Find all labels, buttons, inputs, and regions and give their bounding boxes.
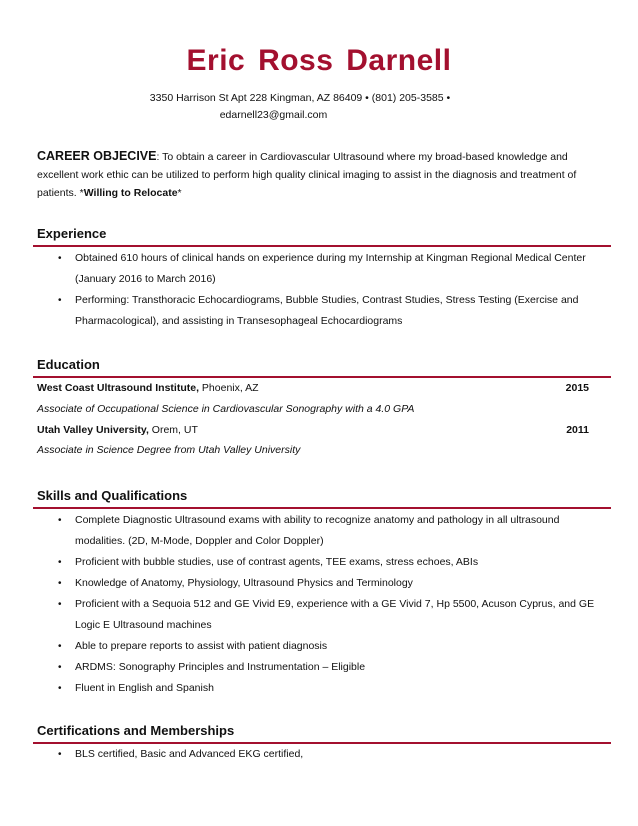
list-item-text: Knowledge of Anatomy, Physiology, Ultrasound Physics and Terminology [75,577,413,589]
list-item-text: Proficient with bubble studies, use of contrast agents, TEE exams, stress echoes, ABIs [75,556,479,568]
section-rule [33,245,611,247]
list-item-text: Performing: Transthoracic Echocardiograms, Bubble Studies, Contrast Studies, Stress Testing (Exercise and Pharmacological), and assisting in Transesophageal Echocardiograms [75,294,579,327]
bullet-icon: • [58,557,62,568]
list-item [37,290,597,332]
list-item [37,573,597,594]
section-rule [33,507,611,509]
bullet-icon: • [58,641,62,652]
skills-list [37,510,597,699]
resume-name: Eric Ross Darnell [186,44,452,77]
section-title-skills: Skills and Qualifications [37,488,188,503]
education-row [37,381,589,395]
list-item-text: Fluent in English and Spanish [75,682,214,694]
list-item-text: Obtained 610 hours of clinical hands on experience during my Internship at Kingman Regional Medical Center (January 2016 to March 2016) [75,252,586,285]
list-item [37,636,597,657]
list-item [37,744,597,765]
graduation-year: 2011 [566,424,589,436]
contact-address-phone: 3350 Harrison St Apt 228 Kingman, AZ 86409 • (801) 205-3585 • [149,92,451,104]
section-title-education: Education [37,357,100,372]
bullet-icon: • [58,515,62,526]
bullet-icon: • [58,683,62,694]
bullet-icon: • [58,295,62,306]
list-item [37,657,597,678]
school-location: Orem, UT [148,424,198,436]
section-title-experience: Experience [37,226,107,241]
list-item [37,510,597,552]
bullet-icon: • [58,662,62,673]
list-item-text: BLS certified, Basic and Advanced EKG certified, [75,748,304,760]
education-row [37,423,589,437]
section-rule [33,376,611,378]
bullet-icon: • [58,578,62,589]
bullet-icon: • [58,253,62,264]
certifications-list [37,744,597,765]
bullet-icon: • [58,749,62,760]
list-item [37,552,597,573]
graduation-year: 2015 [565,382,589,394]
school-name: Utah Valley University, [37,424,149,436]
contact-email: edarnell23@gmail.com [219,109,328,121]
objective-tail: * [177,187,182,199]
objective-label: CAREER OBJECIVE [37,149,157,163]
list-item-text: Proficient with a Sequoia 512 and GE Vivid E9, experience with a GE Vivid 7, Hp 5500, Acuson Cyprus, and GE Logic E Ultrasound machines [75,598,595,631]
objective-text: : To obtain a career in Cardiovascular Ultrasound where my broad-based knowledge and excellent work ethic can be utilized to perform high quality clinical imaging to assist in the diagnosis and treatment of patients. * [37,151,577,199]
list-item-text: ARDMS: Sonography Principles and Instrumentation – Eligible [75,661,366,673]
bullet-icon: • [58,599,62,610]
career-objective [37,147,597,202]
list-item [37,594,597,636]
school-name: West Coast Ultrasound Institute, [37,382,199,394]
list-item-text: Complete Diagnostic Ultrasound exams with ability to recognize anatomy and pathology in all ultrasound modalities. (2D, M-Mode, Doppler and Color Doppler) [75,514,560,547]
school-location: Phoenix, AZ [199,382,259,394]
experience-list [37,248,597,332]
list-item [37,678,597,699]
list-item [37,248,597,290]
list-item-text: Able to prepare reports to assist with patient diagnosis [75,640,328,652]
objective-relocate: Willing to Relocate [83,187,178,199]
section-title-certifications: Certifications and Memberships [37,723,235,738]
degree: Associate in Science Degree from Utah Valley University [37,444,301,456]
degree: Associate of Occupational Science in Cardiovascular Sonography with a 4.0 GPA [37,403,415,415]
